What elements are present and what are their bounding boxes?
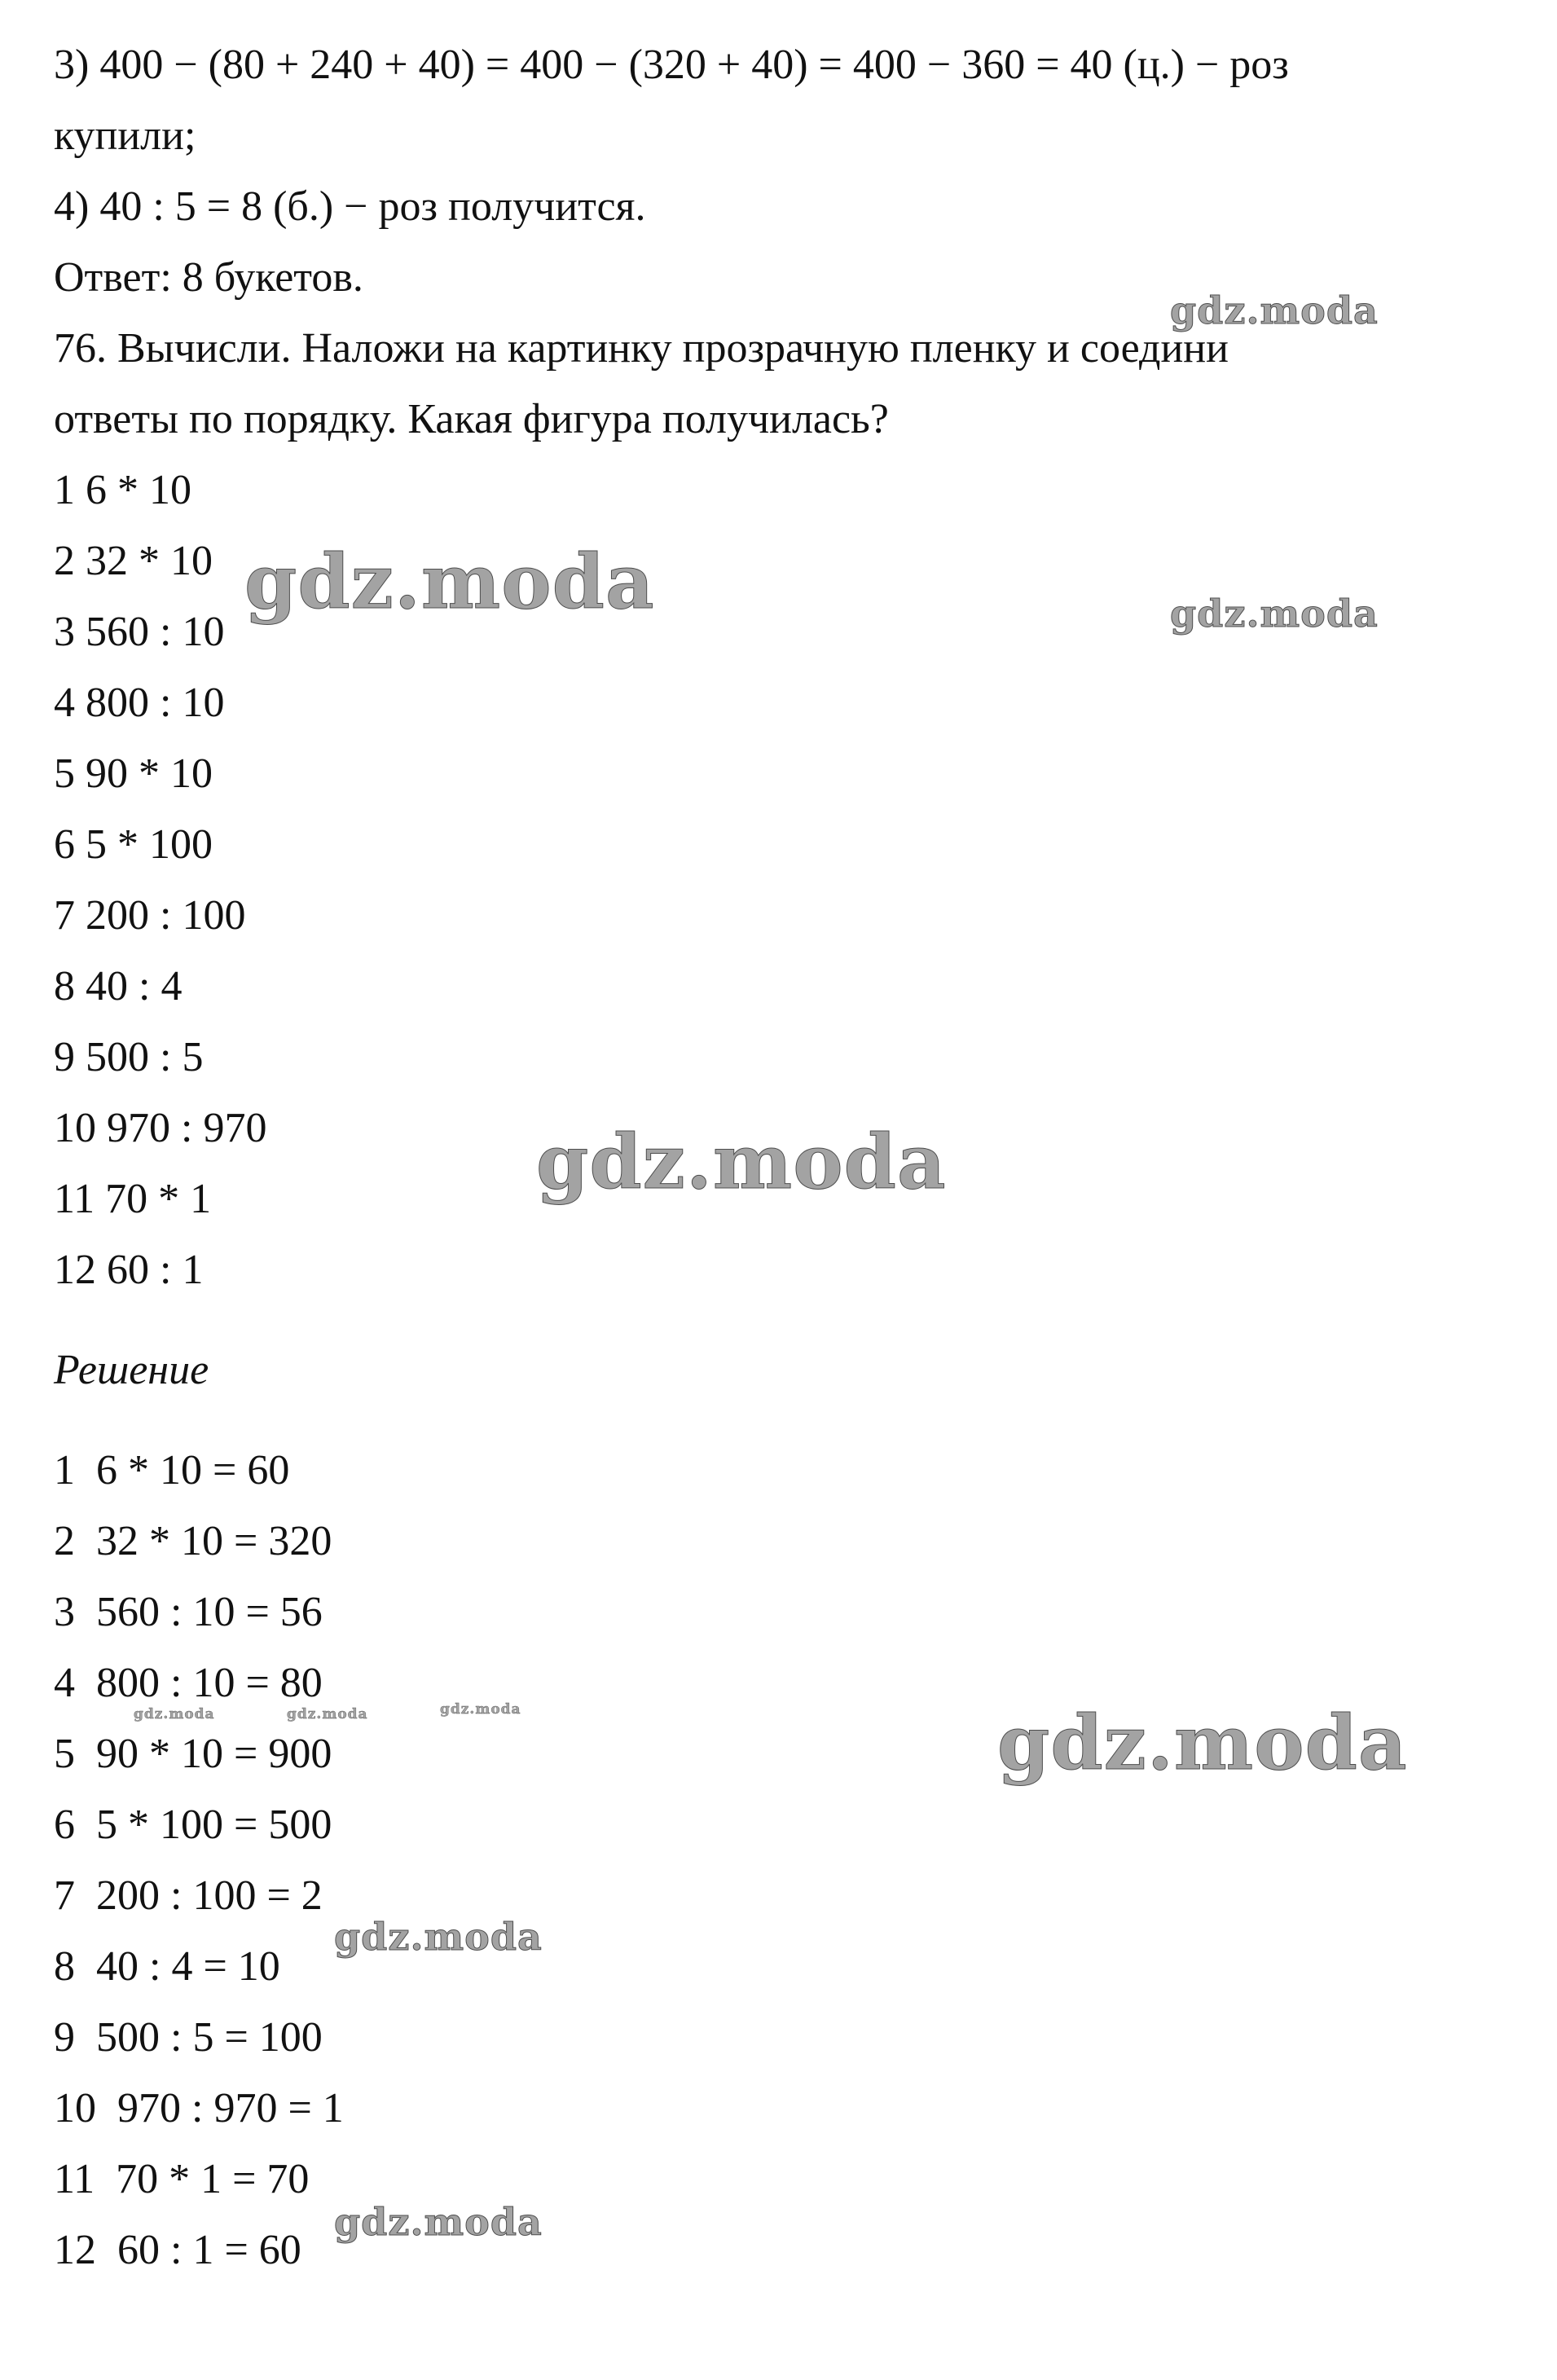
exercise-item: 1 6 * 10 [54, 467, 191, 513]
watermark: gdz.moda [997, 1699, 1408, 1787]
solution-item: 9 500 : 5 = 100 [54, 2014, 323, 2061]
watermark: gdz.moda [244, 538, 655, 626]
step3-line2: купили; [54, 112, 196, 159]
exercise-item: 3 560 : 10 [54, 609, 225, 655]
solution-item: 1 6 * 10 = 60 [54, 1447, 290, 1494]
task-line1: 76. Вычисли. Наложи на картинку прозрачную пленку и соедини [54, 325, 1229, 372]
exercise-item: 5 90 * 10 [54, 750, 213, 797]
solution-item: 8 40 : 4 = 10 [54, 1943, 280, 1990]
exercise-item: 4 800 : 10 [54, 680, 225, 726]
step4-line: 4) 40 : 5 = 8 (б.) − роз получится. [54, 183, 646, 230]
exercise-item: 7 200 : 100 [54, 892, 246, 939]
exercise-item: 12 60 : 1 [54, 1247, 204, 1293]
watermark: gdz.moda [334, 1915, 543, 1959]
exercise-item: 11 70 * 1 [54, 1176, 212, 1222]
answer-line: Ответ: 8 букетов. [54, 254, 363, 301]
solution-item: 6 5 * 100 = 500 [54, 1801, 332, 1848]
solution-item: 7 200 : 100 = 2 [54, 1872, 323, 1919]
watermark: gdz.moda [440, 1701, 521, 1718]
step3-line1: 3) 400 − (80 + 240 + 40) = 400 − (320 + 40) = 400 − 360 = 40 (ц.) − роз [54, 42, 1289, 88]
solution-item: 3 560 : 10 = 56 [54, 1589, 323, 1635]
solution-item: 10 970 : 970 = 1 [54, 2085, 344, 2131]
solution-item: 2 32 * 10 = 320 [54, 1518, 332, 1564]
exercise-item: 6 5 * 100 [54, 821, 213, 868]
exercise-item: 10 970 : 970 [54, 1105, 267, 1151]
task-line2: ответы по порядку. Какая фигура получилась? [54, 396, 889, 442]
solution-heading: Решение [54, 1347, 209, 1393]
watermark: gdz.moda [536, 1118, 947, 1206]
solution-item: 5 90 * 10 = 900 [54, 1731, 332, 1777]
watermark: gdz.moda [1170, 592, 1379, 636]
solution-item: 11 70 * 1 = 70 [54, 2156, 310, 2202]
solution-item: 12 60 : 1 = 60 [54, 2227, 301, 2273]
watermark: gdz.moda [334, 2200, 543, 2244]
watermark: gdz.moda [287, 1706, 368, 1722]
exercise-item: 9 500 : 5 [54, 1034, 204, 1080]
exercise-item: 8 40 : 4 [54, 963, 183, 1010]
exercise-item: 2 32 * 10 [54, 538, 213, 584]
solution-item: 4 800 : 10 = 80 [54, 1660, 323, 1706]
watermark: gdz.moda [134, 1706, 215, 1722]
watermark: gdz.moda [1170, 288, 1379, 332]
